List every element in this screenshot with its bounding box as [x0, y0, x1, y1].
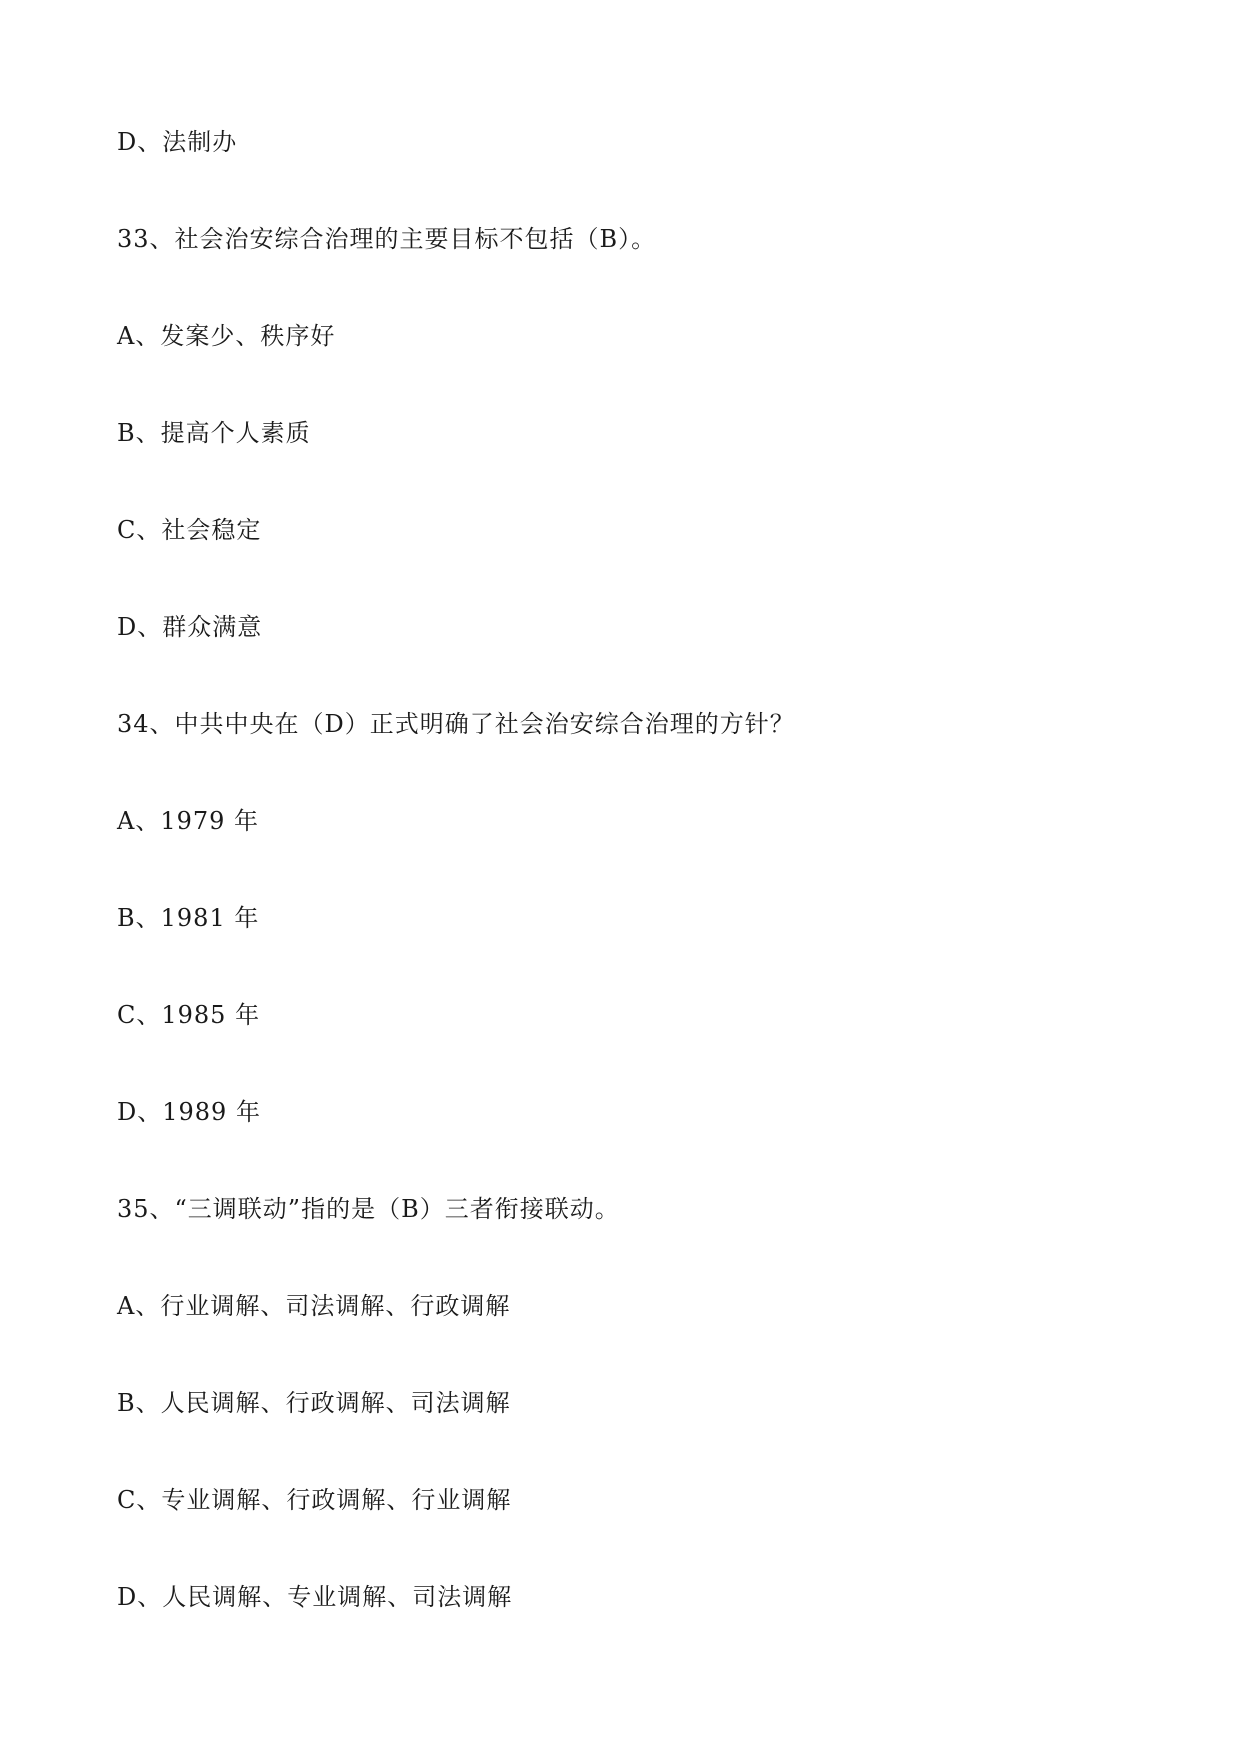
option-34-c: C、1985 年 — [117, 1001, 261, 1029]
option-33-a: A、发案少、秩序好 — [117, 322, 336, 350]
option-35-c: C、专业调解、行政调解、行业调解 — [117, 1486, 512, 1514]
option-35-b: B、人民调解、行政调解、司法调解 — [117, 1389, 511, 1417]
option-33-d: D、群众满意 — [117, 613, 263, 641]
option-34-b: B、1981 年 — [117, 904, 260, 932]
option-32-d: D、法制办 — [117, 128, 238, 156]
option-35-d: D、人民调解、专业调解、司法调解 — [117, 1583, 513, 1611]
option-33-b: B、提高个人素质 — [117, 419, 311, 447]
option-35-a: A、行业调解、司法调解、行政调解 — [117, 1292, 511, 1320]
question-34: 34、中共中央在（D）正式明确了社会治安综合治理的方针？ — [117, 710, 795, 738]
option-34-d: D、1989 年 — [117, 1098, 261, 1126]
question-33: 33、社会治安综合治理的主要目标不包括（B）。 — [117, 225, 657, 253]
option-34-a: A、1979 年 — [117, 807, 260, 835]
question-35: 35、“三调联动”指的是（B）三者衔接联动。 — [117, 1195, 620, 1223]
option-33-c: C、社会稳定 — [117, 516, 262, 544]
